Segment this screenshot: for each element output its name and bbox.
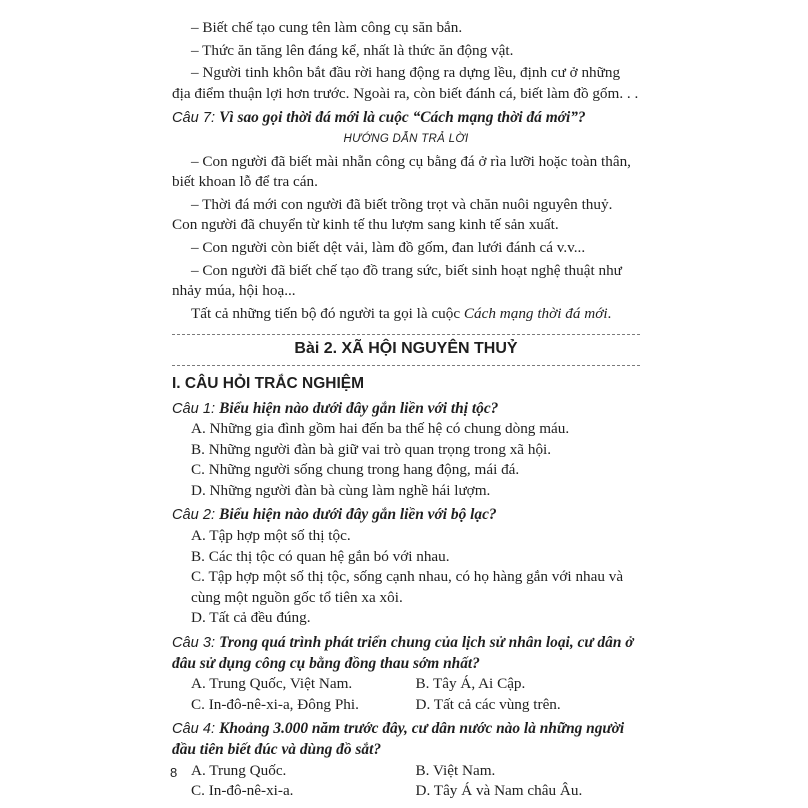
top-line-1: – Biết chế tạo cung tên làm công cụ săn bắn. [191, 19, 463, 36]
conclusion-emphasis: Cách mạng thời đá mới [463, 304, 608, 322]
conclusion-prefix: Tất cả những tiến bộ đó người ta gọi là cuộc [191, 304, 464, 322]
q1-option-c: C. Những người sống chung trong hang động, mái đá. [191, 461, 520, 479]
question-2-number: Câu 2: [172, 507, 215, 524]
answer-conclusion [172, 304, 640, 325]
conclusion-suffix: . [607, 304, 612, 322]
answer-line-3: – Con người còn biết dệt vải, làm đồ gốm, đan lưới đánh cá v.v... [191, 238, 586, 256]
q2-option-c: C. Tập hợp một số thị tộc, sống cạnh nhau, có họ hàng gắn với nhau và cùng một nguồn gốc tổ tiên xa xôi. [191, 568, 624, 606]
question-1-text: Biểu hiện nào dưới đây gắn liền với thị tộc? [219, 399, 499, 417]
q4-options-row-2 [172, 781, 640, 802]
q2-option-b: B. Các thị tộc có quan hệ gắn bó với nhau. [191, 547, 450, 565]
q1-option-b: B. Những người đàn bà giữ vai trò quan trọng trong xã hội. [191, 440, 552, 458]
question-2-text: Biểu hiện nào dưới đây gắn liền với bộ lạc? [219, 506, 497, 524]
q3-options-row-1 [172, 674, 640, 695]
q3-option-a: A. Trung Quốc, Việt Nam. [191, 675, 353, 693]
lesson-title: Bài 2. XÃ HỘI NGUYÊN THUỶ [294, 340, 518, 358]
q3-options-row-2 [172, 695, 640, 716]
q4-option-c: C. In-đô-nê-xi-a. [191, 782, 294, 800]
answer-guide-heading: HƯỚNG DẪN TRẢ LỜI [343, 132, 469, 145]
q2-option-d: D. Tất cả đều đúng. [191, 609, 311, 627]
question-7-text: Vì sao gọi thời đá mới là cuộc “Cách mạng thời đá mới”? [219, 109, 586, 127]
q2-option-a: A. Tập hợp một số thị tộc. [191, 527, 351, 545]
question-3-number: Câu 3: [172, 635, 215, 652]
q3-option-c: C. In-đô-nê-xi-a, Đông Phi. [191, 695, 359, 713]
top-line-3: – Người tinh khôn bắt đầu rời hang động ra dựng lều, định cư ở những địa điểm thuận lợi hơn trước. Ngoài ra, còn biết đánh cá, biết làm đồ gốm. . . [172, 64, 639, 102]
top-line-2: – Thức ăn tăng lên đáng kể, nhất là thức ăn động vật. [191, 41, 514, 59]
question-1-title [172, 399, 640, 420]
q3-option-d: D. Tất cả các vùng trên. [415, 695, 561, 713]
answer-line-2: – Thời đá mới con người đã biết trồng trọt và chăn nuôi nguyên thuỷ. Con người đã chuyển từ kinh tế thu lượm sang kinh tế sản xuất. [172, 195, 613, 234]
page-content [172, 18, 640, 802]
question-4-number: Câu 4: [172, 721, 215, 738]
lesson-header [172, 334, 640, 366]
question-3-title [172, 633, 640, 674]
q4-options-row-1 [172, 761, 640, 782]
question-2-title [172, 505, 640, 526]
question-1-number: Câu 1: [172, 400, 215, 417]
question-3-text: Trong quá trình phát triển chung của lịch sử nhân loại, cư dân ở đâu sử dụng công cụ bằng đồng thau sớm nhất? [172, 634, 634, 672]
answer-line-4: – Con người đã biết chế tạo đồ trang sức, biết sinh hoạt nghệ thuật như nhảy múa, hội hoạ... [172, 261, 622, 300]
section-title: I. CÂU HỎI TRẮC NGHIỆM [172, 374, 365, 392]
answer-line-1: – Con người đã biết mài nhẵn công cụ bằng đá ở rìa lưỡi hoặc toàn thân, biết khoan lỗ để tra cán. [172, 152, 631, 191]
q1-option-d: D. Những người đàn bà cùng làm nghề hái lượm. [191, 481, 491, 499]
divider-bottom [172, 365, 640, 366]
question-4-title [172, 719, 640, 760]
question-7-number: Câu 7: [172, 110, 215, 127]
q4-option-d: D. Tây Á và Nam châu Âu. [415, 782, 583, 800]
q1-option-a: A. Những gia đình gồm hai đến ba thế hệ có chung dòng máu. [191, 420, 570, 438]
q3-option-b: B. Tây Á, Ai Cập. [415, 675, 526, 693]
q4-option-a: A. Trung Quốc. [191, 761, 287, 779]
question-4-text: Khoảng 3.000 năm trước đây, cư dân nước nào là những người đầu tiên biết đúc và dùng đồ sắt? [172, 720, 625, 758]
q4-option-b: B. Việt Nam. [415, 761, 496, 779]
page-number: 8 [170, 765, 178, 780]
question-7-title [172, 108, 640, 129]
